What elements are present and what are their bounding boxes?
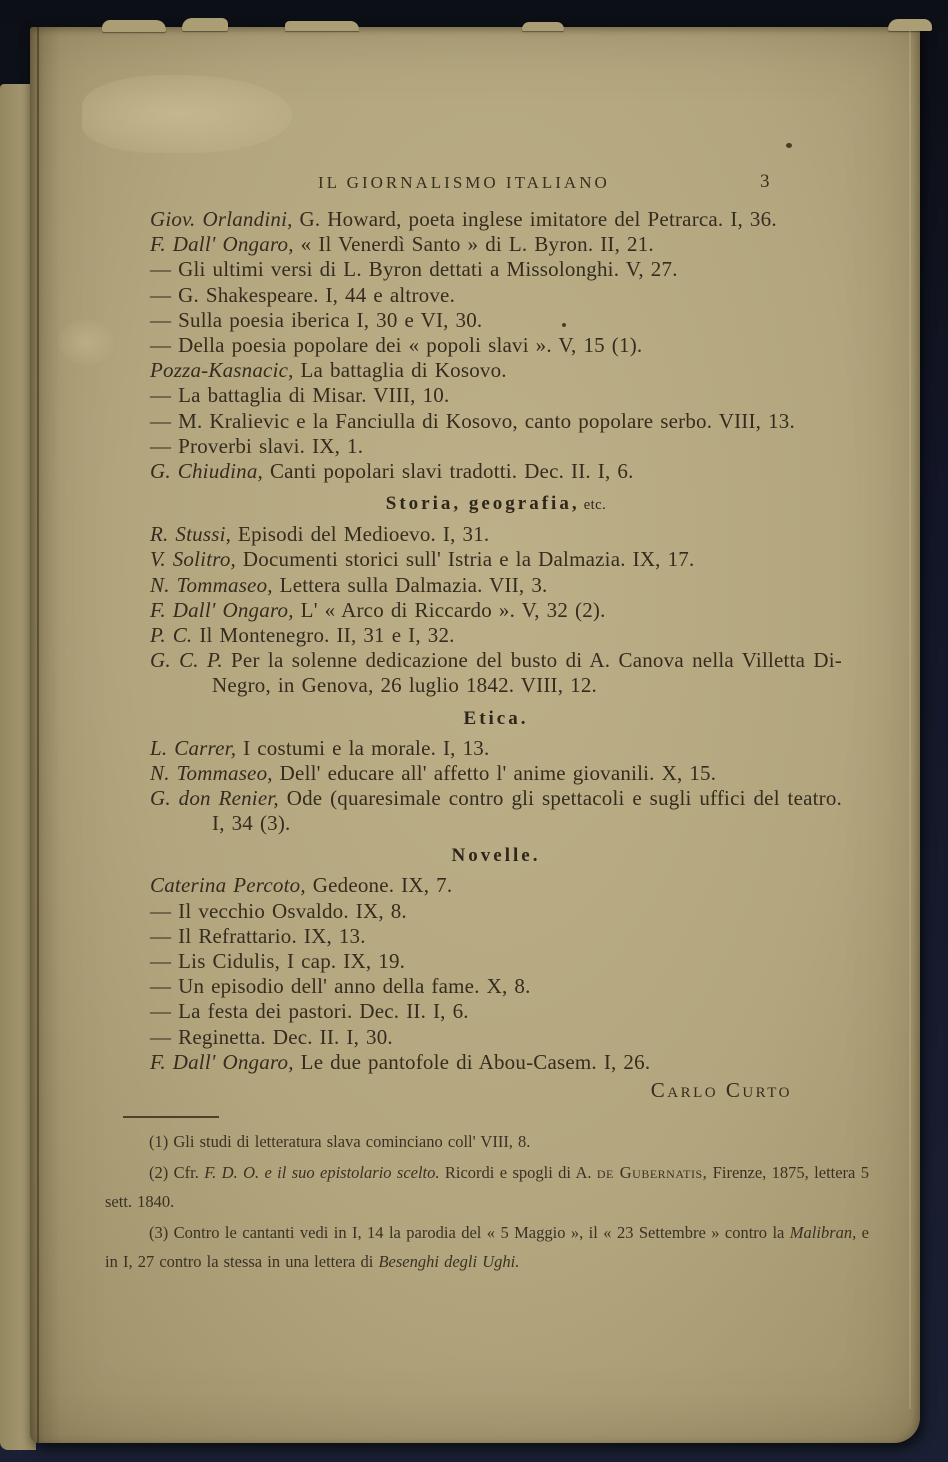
text-run: Canti popolari slavi tradotti. Dec. II. I, 6. xyxy=(263,459,634,484)
bibliography-entry xyxy=(150,409,842,434)
italic-text-run: N. Tommaseo, xyxy=(150,572,273,597)
bibliography-entry xyxy=(150,786,842,836)
italic-text-run: F. D. O. e il suo epistolario scelto. xyxy=(204,1163,440,1183)
italic-text-run: P. C. xyxy=(150,623,193,648)
bibliography xyxy=(150,207,842,1075)
text-run: I costumi e la morale. I, 13. xyxy=(236,735,490,760)
text-run: Per la solenne dedicazione del busto di A. Canova nella Villetta Di-Negro, in Genova, 26 luglio 1842. VIII, 12. xyxy=(212,648,842,698)
text-run: Lettera sulla Dalmazia. VII, 3. xyxy=(272,572,548,597)
peeled-paper-patch xyxy=(58,319,114,365)
paper-speck xyxy=(786,143,792,148)
italic-text-run: Giov. Orlandini, xyxy=(150,207,293,231)
author-signature: Carlo Curto xyxy=(650,1078,792,1103)
italic-text-run: F. Dall' Ongaro, xyxy=(150,232,294,257)
footnotes xyxy=(105,1127,869,1276)
italic-text-run: Pozza-Kasnacic, xyxy=(150,358,294,383)
smallcaps-text-run: de Gubernatis, xyxy=(596,1163,708,1183)
text-run: — Sulla poesia iberica I, 30 e VI, 30. xyxy=(150,307,483,332)
italic-text-run: F. Dall' Ongaro, xyxy=(150,597,294,622)
footnote xyxy=(105,1218,869,1276)
italic-text-run: L. Carrer, xyxy=(150,735,237,760)
text-run: Ode (quaresimale contro gli spettacoli e sugli uffici del teatro. I, 34 (3). xyxy=(212,786,843,836)
text-run: Novelle. xyxy=(451,845,541,867)
bibliography-entry xyxy=(150,383,842,408)
italic-text-run: Malibran, xyxy=(789,1223,857,1243)
italic-text-run: V. Solitro, xyxy=(150,547,236,572)
text-run: — Il Refrattario. IX, 13. xyxy=(150,923,366,948)
italic-text-run: Besenghi degli Ughi. xyxy=(378,1252,520,1272)
bibliography-entry xyxy=(150,434,842,459)
text-run: — Il vecchio Osvaldo. IX, 8. xyxy=(150,898,407,923)
text-run: — M. Kralievic e la Fanciulla di Kosovo, canto popolare serbo. VIII, 13. xyxy=(150,408,795,433)
text-run: La battaglia di Kosovo. xyxy=(293,358,507,383)
bibliography-entry xyxy=(150,459,842,484)
text-run: e in I, 27 contro la stessa in una lettera di xyxy=(105,1223,869,1272)
page-edge-highlight xyxy=(909,31,911,1409)
bibliography-section xyxy=(150,492,842,698)
bibliography-entry xyxy=(150,358,842,383)
text-run: Etica. xyxy=(463,707,529,729)
text-run: Documenti storici sull' Istria e la Dalmazia. IX, 17. xyxy=(235,547,695,572)
text-run: (3) Contro le cantanti vedi in I, 14 la parodia del « 5 Maggio », il « 23 Settembre » contro la xyxy=(149,1223,790,1243)
peeled-paper-patch xyxy=(82,75,292,153)
bibliography-entry xyxy=(150,232,842,257)
book-page xyxy=(30,27,920,1443)
text-run: etc. xyxy=(579,497,607,514)
binding-stitch-line xyxy=(37,27,39,1443)
text-run: — Proverbi slavi. IX, 1. xyxy=(150,433,364,458)
text-run: Firenze, 1875, lettera 5 sett. 1840. xyxy=(105,1163,870,1212)
italic-text-run: Caterina Percoto, xyxy=(150,873,306,898)
bibliography-entry xyxy=(150,899,842,924)
bibliography-entry xyxy=(150,308,842,333)
italic-text-run: G. Chiudina, xyxy=(150,459,263,484)
text-run: — La festa dei pastori. Dec. II. I, 6. xyxy=(150,999,469,1024)
bibliography-entry xyxy=(150,1050,842,1075)
bibliography-section xyxy=(150,207,842,484)
text-run: — Gli ultimi versi di L. Byron dettati a Missolonghi. V, 27. xyxy=(150,257,678,282)
text-run: Ricordi e spogli di A. xyxy=(439,1163,597,1183)
bibliography-entry xyxy=(150,257,842,282)
bibliography-entry xyxy=(150,736,842,761)
bibliography-entry xyxy=(150,949,842,974)
torn-edge-fragment xyxy=(888,19,932,31)
bibliography-entry xyxy=(150,1025,842,1050)
section-heading xyxy=(150,492,842,517)
text-run: G. Howard, poeta inglese imitatore del Petrarca. I, 36. xyxy=(292,207,777,231)
text-run: — Un episodio dell' anno della fame. X, 8. xyxy=(150,974,531,999)
text-run: (1) Gli studi di letteratura slava cominciano coll' VIII, 8. xyxy=(149,1132,531,1152)
text-run: Storia, geografia, xyxy=(385,493,580,515)
bibliography-entry xyxy=(150,522,842,547)
torn-edge-fragment xyxy=(522,22,564,31)
italic-text-run: R. Stussi, xyxy=(150,522,232,547)
text-run: Le due pantofole di Abou-Casem. I, 26. xyxy=(293,1049,651,1074)
text-run: Gedeone. IX, 7. xyxy=(305,873,453,898)
page-content xyxy=(105,207,870,1278)
text-run: — Della poesia popolare dei « popoli slavi ». V, 15 (1). xyxy=(150,333,643,358)
text-run: — Lis Cidulis, I cap. IX, 19. xyxy=(150,949,406,974)
bibliography-entry xyxy=(150,547,842,572)
bibliography-entry xyxy=(150,761,842,786)
torn-edge-fragment xyxy=(102,20,166,32)
footnote xyxy=(105,1158,869,1216)
bibliography-entry xyxy=(150,573,842,598)
binding-fold-shadow xyxy=(30,27,60,1443)
bibliography-entry xyxy=(150,598,842,623)
footnote xyxy=(105,1127,869,1156)
text-run: — Reginetta. Dec. II. I, 30. xyxy=(150,1024,393,1049)
italic-text-run: G. C. P. xyxy=(150,648,223,673)
torn-edge-fragment xyxy=(182,18,228,31)
torn-edge-fragment xyxy=(285,21,359,31)
bibliography-entry xyxy=(150,873,842,898)
section-heading xyxy=(150,844,842,868)
text-run: L' « Arco di Riccardo ». V, 32 (2). xyxy=(293,597,606,622)
text-run: (2) Cfr. xyxy=(149,1163,205,1183)
bibliography-entry xyxy=(150,283,842,308)
text-run: Il Montenegro. II, 31 e I, 32. xyxy=(192,623,455,648)
bibliography-entry xyxy=(150,333,842,358)
section-heading xyxy=(150,707,842,731)
italic-text-run: N. Tommaseo, xyxy=(150,760,273,785)
text-run: Episodi del Medioevo. I, 31. xyxy=(231,522,490,547)
italic-text-run: F. Dall' Ongaro, xyxy=(150,1049,294,1074)
text-run: « Il Venerdì Santo » di L. Byron. II, 21. xyxy=(293,232,654,257)
running-title: IL GIORNALISMO ITALIANO xyxy=(318,173,610,192)
bibliography-entry xyxy=(150,974,842,999)
bibliography-entry xyxy=(150,648,842,698)
bibliography-entry xyxy=(150,924,842,949)
footnote-separator xyxy=(123,1116,219,1118)
italic-text-run: G. don Renier, xyxy=(150,786,279,811)
bibliography-entry xyxy=(150,999,842,1024)
bibliography-entry xyxy=(150,623,842,648)
bibliography-section xyxy=(150,844,842,1075)
text-run: — G. Shakespeare. I, 44 e altrove. xyxy=(150,282,456,307)
page-number: 3 xyxy=(760,171,770,192)
text-run: Dell' educare all' affetto l' anime giovanili. X, 15. xyxy=(272,760,717,785)
text-run: — La battaglia di Misar. VIII, 10. xyxy=(150,383,450,408)
bibliography-section xyxy=(150,707,842,837)
bibliography-entry xyxy=(150,207,842,232)
